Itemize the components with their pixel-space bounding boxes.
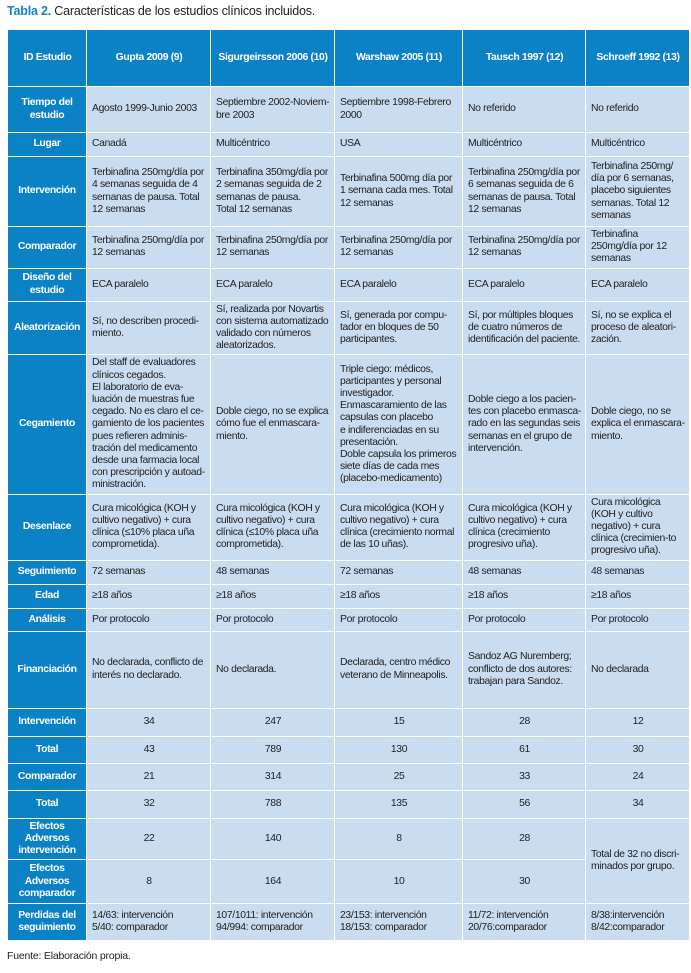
table-cell: Cura micológica (KOH y cultivo negativo) + cura clínica (≤10% placa uña comprometida). xyxy=(211,494,335,560)
table-row xyxy=(8,708,690,736)
table-cell: Doble ciego a los pacien-tes con placebo enmasca-rado en las segundas seis semanas en el grupo de intervención. xyxy=(463,355,586,494)
table-cell: ECA paralelo xyxy=(211,268,335,301)
table-cell: Cura micológica (KOH y cultivo negativo) + cura clínica (crecimiento normal de las 10 uñas). xyxy=(335,494,463,560)
table-row xyxy=(8,631,690,708)
row-header: Edad xyxy=(8,584,87,608)
column-header-study: Sigurgeirsson 2006 (10) xyxy=(211,30,335,87)
table-cell: Sí, no describen procedi-miento. xyxy=(87,301,211,355)
row-header: Análisis xyxy=(8,608,87,631)
table-cell: 107/1011: intervención 94/994: comparador xyxy=(211,904,335,941)
table-cell: Del staff de evaluadores clínicos cegados. El laboratorio de eva-luación de muestras fue cegado. No es claro el ce-gamiento de los pacientes pues refieren adminis-tración del medicamento desde una farmacia local con prescripción y autoad-ministración. xyxy=(87,355,211,494)
table-cell: USA xyxy=(335,133,463,157)
column-header-study: Schroeff 1992 (13) xyxy=(586,30,690,87)
row-header: Financiación xyxy=(8,631,87,708)
table-cell: Terbinafina 250mg/día por 12 semanas xyxy=(211,227,335,269)
table-cell: 22 xyxy=(87,818,211,860)
table-cell: Terbinafina 250mg/día por 12 semanas xyxy=(463,227,586,269)
table-cell: Cura micológica (KOH y cultivo negativo) + cura clínica (≤10% placa uña comprometida). xyxy=(87,494,211,560)
table-cell: Agosto 1999-Junio 2003 xyxy=(87,87,211,133)
table-cell: 11/72: intervención 20/76:comparador xyxy=(463,904,586,941)
table-cell: Terbinafina 250mg/día por 4 semanas seguida de 4 semanas de pausa. Total 12 semanas xyxy=(87,157,211,227)
table-cell: Terbinafina 250mg/día por 12 semanas xyxy=(87,227,211,269)
table-row xyxy=(8,494,690,560)
table-cell: 247 xyxy=(211,708,335,736)
table-cell: 25 xyxy=(335,763,463,790)
row-header: Seguimiento xyxy=(8,560,87,584)
row-header: Total xyxy=(8,736,87,763)
table-row xyxy=(8,608,690,631)
table-cell: 33 xyxy=(463,763,586,790)
table-cell: Por protocolo xyxy=(87,608,211,631)
table-cell: 135 xyxy=(335,790,463,818)
table-caption xyxy=(7,4,689,19)
table-cell: Cura micológica (KOH y cultivo negativo) + cura clínica (crecimien-to progresivo uña). xyxy=(586,494,690,560)
table-cell: Total de 32 no discri-minados por grupo. xyxy=(586,818,690,904)
table-cell: Terbinafina 250mg/día por 12 semanas xyxy=(586,227,690,269)
table-cell: Terbinafina 250mg/día por 12 semanas xyxy=(335,227,463,269)
table-cell: Terbinafina 350mg/día por 2 semanas seguida de 2 semanas de pausa. Total 12 semanas xyxy=(211,157,335,227)
row-header: Comparador xyxy=(8,227,87,269)
table-cell: 28 xyxy=(463,708,586,736)
table-row xyxy=(8,355,690,494)
table-number: Tabla 2. xyxy=(7,4,52,18)
table-cell: Septiembre 2002-Noviem-bre 2003 xyxy=(211,87,335,133)
table-cell: 164 xyxy=(211,860,335,904)
table-row xyxy=(8,584,690,608)
table-cell: ECA paralelo xyxy=(335,268,463,301)
column-header-study: Gupta 2009 (9) xyxy=(87,30,211,87)
table-cell: No declarada xyxy=(586,631,690,708)
table-cell: ECA paralelo xyxy=(586,268,690,301)
table-cell: 788 xyxy=(211,790,335,818)
table-cell: Por protocolo xyxy=(586,608,690,631)
table-row xyxy=(8,227,690,269)
header-row xyxy=(8,30,690,87)
table-cell: 314 xyxy=(211,763,335,790)
table-cell: Septiembre 1998-Febrero 2000 xyxy=(335,87,463,133)
table-cell: ECA paralelo xyxy=(87,268,211,301)
row-header: Comparador xyxy=(8,763,87,790)
table-cell: Sí, realizada por Novartis con sistema automatizado validado con números aleatorizados. xyxy=(211,301,335,355)
table-cell: 10 xyxy=(335,860,463,904)
table-cell: Sí, por múltiples bloques de cuatro números de identificación del paciente. xyxy=(463,301,586,355)
table-cell: 43 xyxy=(87,736,211,763)
table-cell: Doble ciego, no se explica el enmascara-miento. xyxy=(586,355,690,494)
table-cell: 8/38:intervención 8/42:comparador xyxy=(586,904,690,941)
table-cell: 34 xyxy=(586,790,690,818)
table-row xyxy=(8,157,690,227)
table-cell: 56 xyxy=(463,790,586,818)
table-cell: 140 xyxy=(211,818,335,860)
table-cell: Terbinafina 250mg/día por 6 semanas seguida de 6 semanas de pausa. Total 12 semanas xyxy=(463,157,586,227)
table-cell: 8 xyxy=(87,860,211,904)
table-cell: 789 xyxy=(211,736,335,763)
table-cell: 130 xyxy=(335,736,463,763)
table-cell: 8 xyxy=(335,818,463,860)
table-row xyxy=(8,133,690,157)
table-cell: Doble ciego, no se explica cómo fue el enmascara-miento. xyxy=(211,355,335,494)
table-cell: Declarada, centro médico veterano de Minneapolis. xyxy=(335,631,463,708)
table-cell: Por protocolo xyxy=(335,608,463,631)
column-header-study: Tausch 1997 (12) xyxy=(463,30,586,87)
table-cell: 28 xyxy=(463,818,586,860)
table-cell: Por protocolo xyxy=(211,608,335,631)
row-header: Desenlace xyxy=(8,494,87,560)
column-header-id: ID Estudio xyxy=(8,30,87,87)
table-cell: 30 xyxy=(463,860,586,904)
table-cell: ≥18 años xyxy=(87,584,211,608)
table-cell: Canadá xyxy=(87,133,211,157)
table-cell: Triple ciego: médicos, participantes y personal investigador. Enmascaramiento de las capsulas con placebo e indiferenciadas en su presentación. Doble capsula los primeros siete días de cada mes (placebo-medicamento) xyxy=(335,355,463,494)
table-row xyxy=(8,268,690,301)
column-header-study: Warshaw 2005 (11) xyxy=(335,30,463,87)
row-header: Cegamiento xyxy=(8,355,87,494)
table-row xyxy=(8,763,690,790)
table-cell: 14/63: intervención 5/40: comparador xyxy=(87,904,211,941)
table-cell: 24 xyxy=(586,763,690,790)
table-cell: 21 xyxy=(87,763,211,790)
studies-table xyxy=(7,29,690,941)
table-cell: Sí, generada por compu-tador en bloques de 50 participantes. xyxy=(335,301,463,355)
table-cell: 15 xyxy=(335,708,463,736)
table-cell: Terbinafina 500mg día por 1 semana cada mes. Total 12 semanas xyxy=(335,157,463,227)
table-cell: 72 semanas xyxy=(335,560,463,584)
table-cell: ≥18 años xyxy=(586,584,690,608)
table-cell: Multicéntrico xyxy=(211,133,335,157)
table-row xyxy=(8,560,690,584)
table-cell: 48 semanas xyxy=(463,560,586,584)
row-header: Diseño del estudio xyxy=(8,268,87,301)
table-cell: Cura micológica (KOH y cultivo negativo) + cura clínica (crecimiento progresivo uña). xyxy=(463,494,586,560)
row-header: Intervención xyxy=(8,157,87,227)
table-cell: 48 semanas xyxy=(586,560,690,584)
table-title: Características de los estudios clínicos incluidos. xyxy=(51,4,316,18)
table-cell: 48 semanas xyxy=(211,560,335,584)
table-cell: No declarada, conflicto de interés no declarado. xyxy=(87,631,211,708)
row-header: Efectos Adversos comparador xyxy=(8,860,87,904)
table-cell: 61 xyxy=(463,736,586,763)
table-cell: No referido xyxy=(463,87,586,133)
table-cell: 32 xyxy=(87,790,211,818)
table-row xyxy=(8,904,690,941)
table-row xyxy=(8,790,690,818)
table-cell: No referido xyxy=(586,87,690,133)
table-cell: Terbinafina 250mg/ día por 6 semanas, placebo siguientes semanas. Total 12 semanas xyxy=(586,157,690,227)
table-cell: 34 xyxy=(87,708,211,736)
row-header: Aleatorización xyxy=(8,301,87,355)
row-header: Total xyxy=(8,790,87,818)
row-header: Lugar xyxy=(8,133,87,157)
table-cell: Sandoz AG Nuremberg; conflicto de dos autores: trabajan para Sandoz. xyxy=(463,631,586,708)
table-row xyxy=(8,87,690,133)
table-row xyxy=(8,736,690,763)
source-note: Fuente: Elaboración propia. xyxy=(7,950,131,963)
table-cell: ≥18 años xyxy=(211,584,335,608)
table-cell: ≥18 años xyxy=(463,584,586,608)
table-row xyxy=(8,301,690,355)
table-cell: Multicéntrico xyxy=(463,133,586,157)
table-cell: Por protocolo xyxy=(463,608,586,631)
table-cell: 72 semanas xyxy=(87,560,211,584)
table-cell: Sí, no se explica el proceso de aleatori-zación. xyxy=(586,301,690,355)
table-cell: 23/153: intervención 18/153: comparador xyxy=(335,904,463,941)
row-header: Perdidas del seguimiento xyxy=(8,904,87,941)
table-cell: 30 xyxy=(586,736,690,763)
table-cell: 12 xyxy=(586,708,690,736)
row-header: Efectos Adversos intervención xyxy=(8,818,87,860)
table-cell: Multicéntrico xyxy=(586,133,690,157)
row-header: Tiempo del estudio xyxy=(8,87,87,133)
row-header: Intervención xyxy=(8,708,87,736)
table-cell: ≥18 años xyxy=(335,584,463,608)
table-cell: ECA paralelo xyxy=(463,268,586,301)
table-cell: No declarada. xyxy=(211,631,335,708)
table-row xyxy=(8,818,690,860)
